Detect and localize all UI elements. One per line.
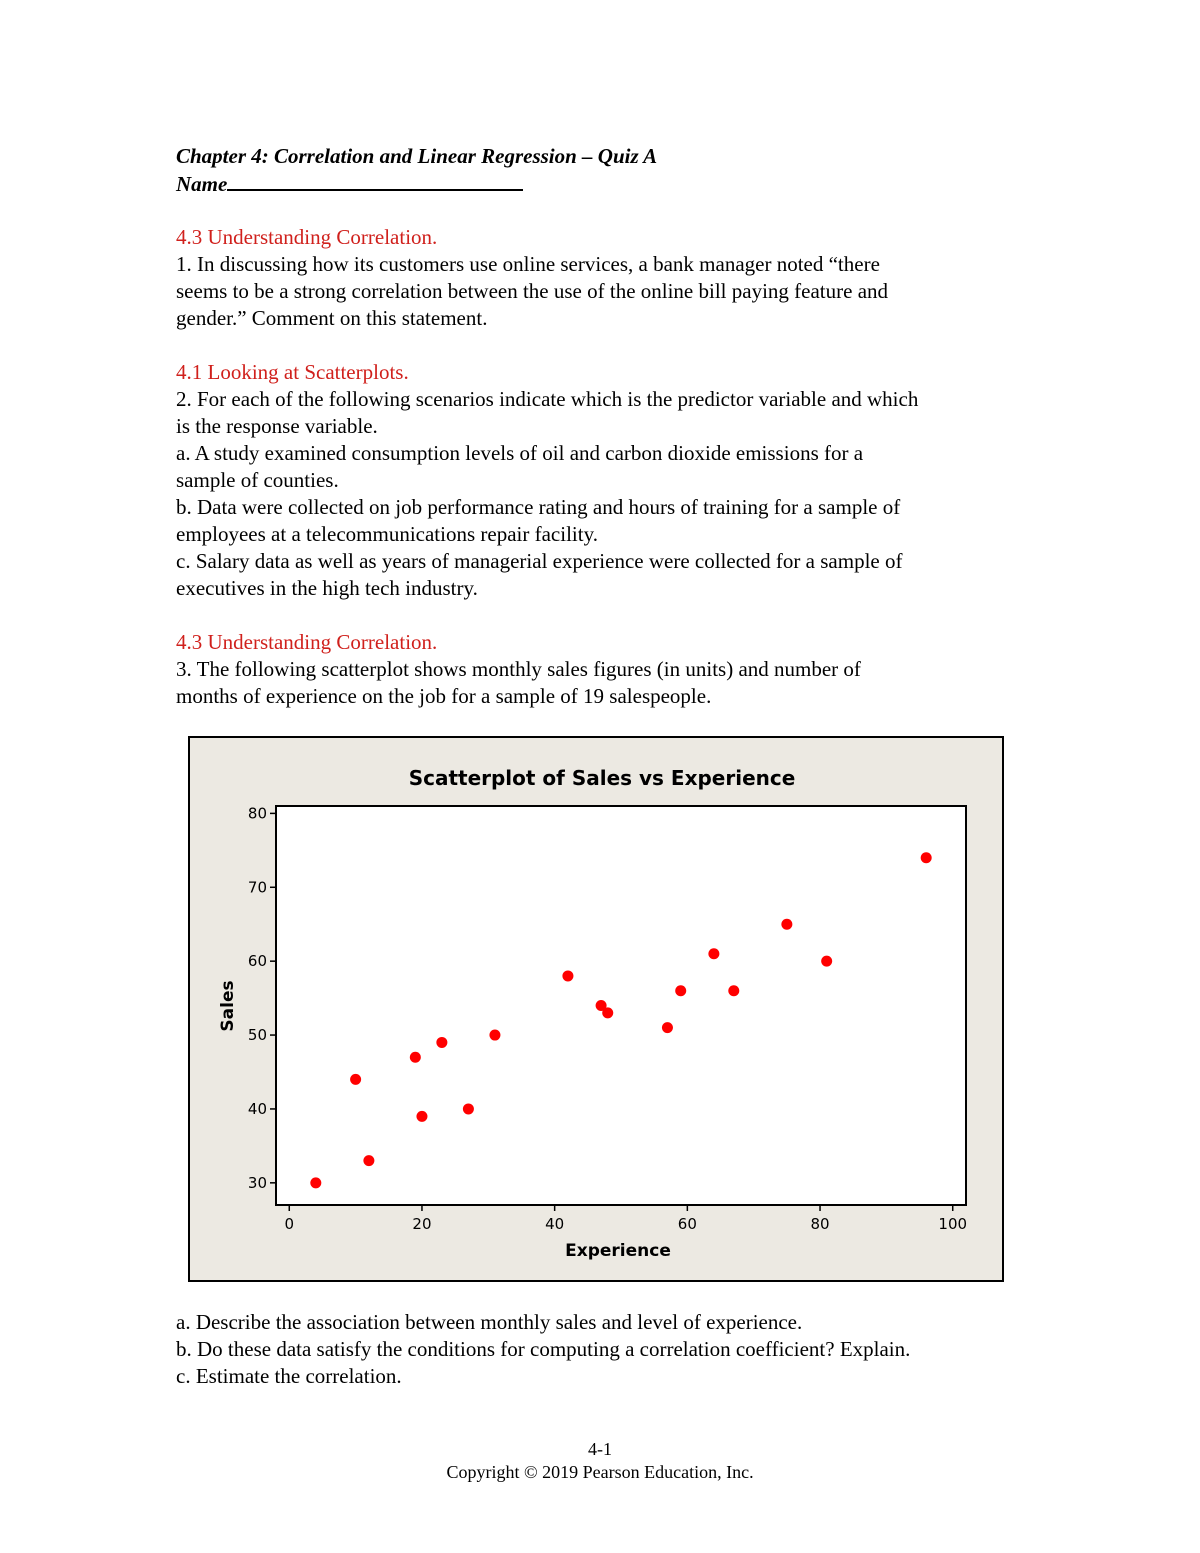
question-text-line: 3. The following scatterplot shows monthly sales figures (in units) and number of — [176, 657, 861, 681]
section-heading: 4.1 Looking at Scatterplots. — [176, 360, 409, 384]
y-tick-label: 70 — [247, 878, 267, 897]
quiz-header — [176, 143, 1036, 198]
scatterplot-figure — [188, 736, 1004, 1282]
data-point — [602, 1007, 613, 1018]
data-point — [489, 1030, 500, 1041]
data-point — [708, 948, 719, 959]
name-line — [176, 170, 1036, 198]
question-text-line: is the response variable. — [176, 414, 378, 438]
question-text-line: 2. For each of the following scenarios indicate which is the predictor variable and which — [176, 387, 919, 411]
y-tick-label: 30 — [247, 1173, 267, 1192]
data-point — [921, 852, 932, 863]
question-part: a. Describe the association between monthly sales and level of experience. — [176, 1310, 803, 1334]
question-text-line: employees at a telecommunications repair facility. — [176, 522, 598, 546]
y-tick-label: 80 — [247, 804, 267, 823]
x-tick-label: 60 — [677, 1215, 697, 1233]
data-point — [436, 1037, 447, 1048]
x-tick-label: 80 — [810, 1215, 830, 1233]
copyright-notice: Copyright © 2019 Pearson Education, Inc. — [446, 1462, 754, 1482]
question-1 — [176, 224, 1036, 332]
question-text-line: c. Salary data as well as years of managerial experience were collected for a sample of — [176, 549, 903, 573]
question-2 — [176, 359, 1036, 602]
question-text-line: months of experience on the job for a sample of 19 salespeople. — [176, 684, 712, 708]
data-point — [821, 956, 832, 967]
data-point — [416, 1111, 427, 1122]
x-tick-label: 20 — [412, 1215, 432, 1233]
data-point — [410, 1052, 421, 1063]
y-tick-label: 40 — [247, 1099, 267, 1118]
x-tick-label: 0 — [284, 1215, 295, 1233]
section-heading: 4.3 Understanding Correlation. — [176, 630, 438, 654]
data-point — [350, 1074, 361, 1085]
name-blank[interactable] — [227, 170, 523, 191]
question-part: c. Estimate the correlation. — [176, 1364, 402, 1388]
y-axis-label: Sales — [218, 980, 238, 1032]
x-axis-label: Experience — [565, 1241, 671, 1261]
name-label: Name — [176, 172, 228, 196]
y-tick-label: 60 — [247, 952, 267, 971]
question-text-line: 1. In discussing how its customers use online services, a bank manager noted “there — [176, 252, 880, 276]
question-text-line: executives in the high tech industry. — [176, 576, 478, 600]
data-point — [562, 970, 573, 981]
data-point — [363, 1155, 374, 1166]
question-part: b. Do these data satisfy the conditions for computing a correlation coefficient? Explain. — [176, 1337, 911, 1361]
data-point — [728, 985, 739, 996]
data-point — [675, 985, 686, 996]
question-3 — [176, 629, 1036, 710]
section-heading: 4.3 Understanding Correlation. — [176, 225, 438, 249]
x-tick-label: 40 — [545, 1215, 565, 1233]
question-text-line: sample of counties. — [176, 468, 339, 492]
data-point — [781, 919, 792, 930]
question-text-line: a. A study examined consumption levels of oil and carbon dioxide emissions for a — [176, 441, 864, 465]
data-point — [463, 1103, 474, 1114]
question-text-line: seems to be a strong correlation between the use of the online bill paying feature and — [176, 279, 889, 303]
scatterplot-chart — [190, 738, 1002, 1280]
data-point — [310, 1177, 321, 1188]
data-point — [662, 1022, 673, 1033]
quiz-title: Chapter 4: Correlation and Linear Regression – Quiz A — [176, 144, 658, 168]
plot-area — [276, 806, 966, 1205]
x-axis — [284, 1205, 967, 1233]
question-text-line: b. Data were collected on job performance rating and hours of training for a sample of — [176, 495, 901, 519]
chart-title: Scatterplot of Sales vs Experience — [408, 766, 796, 790]
y-tick-label: 50 — [247, 1026, 267, 1045]
question-3-parts — [176, 1309, 1036, 1390]
y-axis — [248, 804, 276, 1191]
page-number: 4-1 — [588, 1439, 612, 1459]
question-text-line: gender.” Comment on this statement. — [176, 306, 488, 330]
x-tick-label: 100 — [938, 1215, 968, 1233]
